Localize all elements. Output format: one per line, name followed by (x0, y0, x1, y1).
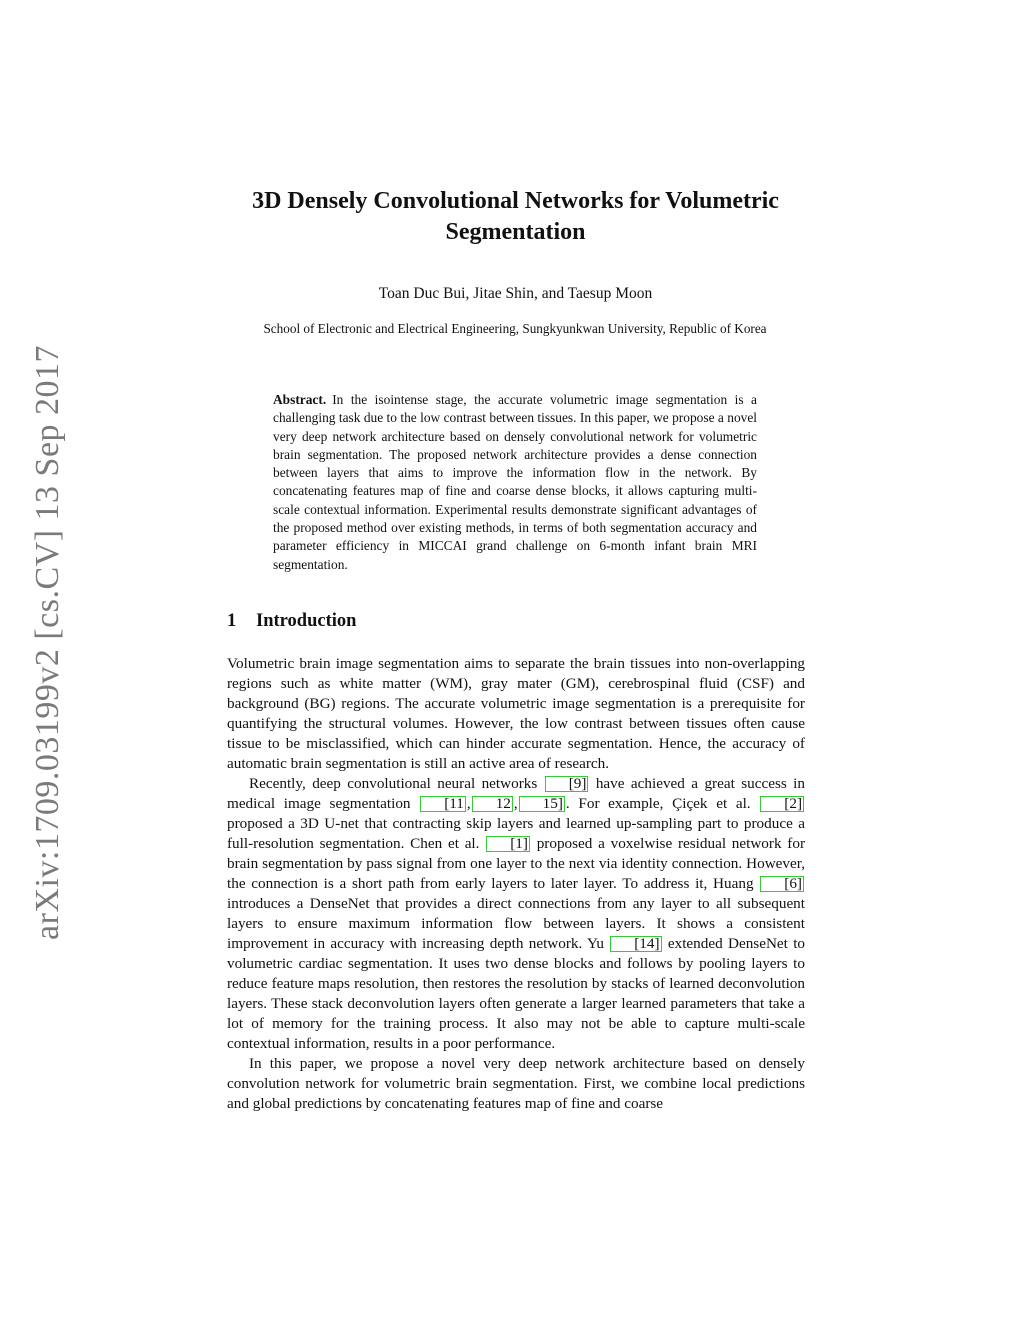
paragraph-2: Recently, deep convolutional neural networks [9] have achieved a great success in medical image segmentation [11 , 12 , 15] . For example, Çiçek et al. [2] proposed a 3D U-net that contracting skip layers and learned up-sampling part to produce a full-resolution segmentation. Chen et al. [1] proposed a voxelwise residual network for brain segmentation by pass signal from one layer to the next via identity connection. However, the connection is a short path from early layers to later layer. To address it, Huang [6] introduces a DenseNet that provides a direct connections from any layer to all subsequent layers to ensure maximum information flow between layers. It shows a consistent improvement in accuracy with increasing depth network. Yu [14] extended DenseNet to volumetric cardiac segmentation. It uses two dense blocks and follows by pooling layers to reduce feature maps resolution, then restores the resolution by stacks of learned deconvolution layers. These stack deconvolution layers often generate a larger learned parameters that take a lot of memory for the training process. It also may not be able to capture multi-scale contextual information, results in a poor performance. (227, 775, 806, 1052)
citation-15[interactable]: 15] (519, 796, 565, 812)
citation-14[interactable]: [14] (610, 936, 661, 952)
abstract (273, 391, 757, 574)
section-number: 1 (227, 611, 237, 631)
paper-title: 3D Densely Convolutional Networks for Volumetric Segmentation (252, 188, 779, 245)
section-heading-introduction (227, 609, 356, 633)
abstract-text: In the isointense stage, the accurate volumetric image segmentation is a challenging task due to the low contrast between tissues. In this paper, we propose a novel very deep network architecture based on densely convolutional network for volumetric brain segmentation. The proposed network architecture provides a dense connection between layers that aims to improve the information flow in the network. By concatenating features map of fine and coarse dense blocks, it allows capturing multi-scale contextual information. Experimental results demonstrate significant advantages of the proposed method over existing methods, in terms of both segmentation accuracy and parameter efficiency in MICCAI grand challenge on 6-month infant brain MRI segmentation. (273, 392, 757, 572)
paragraph-2-part-5: proposed a voxelwise residual network for brain segmentation by pass signal from one layer to the next via identity connection. However, the connection is a short path from early layers to later layer. To address it, Huang (227, 835, 806, 892)
paragraph-2-part-3: . For example, Çiçek et al. (565, 795, 751, 812)
citation-6[interactable]: [6] (760, 876, 804, 892)
arxiv-identifier: arXiv:1709.03199v2 [cs.CV] 13 Sep 2017 (29, 344, 66, 940)
paragraph-1: Volumetric brain image segmentation aims to separate the brain tissues into non-overlapping regions such as white matter (WM), gray mater (GM), cerebrospinal fluid (CSF) and background (BG) regions. The accurate volumetric image segmentation is a prerequisite for quantifying the structural volumes. However, the low contrast between tissues often cause tissue to be misclassified, which can hinder accurate segmentation. Hence, the accuracy of automatic brain segmentation is still an active area of research. (227, 655, 805, 772)
paragraph-2-part-7: extended DenseNet to volumetric cardiac segmentation. It uses two dense blocks and follows by pooling layers to reduce feature maps resolution, then restores the resolution by stacks of learned deconvolution layers. These stack deconvolution layers often generate a larger learned parameters that take a lot of memory for the training process. It also may not be able to capture multi-scale contextual information, results in a poor performance. (227, 935, 806, 1052)
citation-2[interactable]: [2] (760, 796, 804, 812)
paragraph-2-part-1: Recently, deep convolutional neural networks (249, 775, 538, 792)
paragraph-3: In this paper, we propose a novel very deep network architecture based on densely convolution network for volumetric brain segmentation. First, we combine local predictions and global predictions by concatenating features map of fine and coarse (227, 1055, 805, 1112)
citation-12[interactable]: 12 (472, 796, 513, 812)
paragraph-2-part-2: have achieved a great success in medical image segmentation (227, 775, 805, 812)
section-title: Introduction (256, 611, 357, 631)
paragraph-2-part-6: introduces a DenseNet that provides a direct connections from any layer to all subsequent layers to ensure maximum information flow between layers. It shows a consistent improvement in accuracy with increasing depth network. Yu (227, 895, 805, 952)
author-affiliation: School of Electronic and Electrical Engineering, Sungkyunkwan University, Republic of Korea (263, 321, 767, 336)
paper-authors: Toan Duc Bui, Jitae Shin, and Taesup Moon (378, 285, 653, 302)
paragraph-2-part-4: proposed a 3D U-net that contracting skip layers and learned up-sampling part to produce a full-resolution segmentation. Chen et al. (227, 815, 805, 852)
citation-9[interactable]: [9] (545, 776, 589, 792)
abstract-label: Abstract. (273, 392, 327, 407)
introduction-body (227, 654, 805, 1114)
citation-1[interactable]: [1] (486, 836, 530, 852)
citation-11[interactable]: [11 (420, 796, 466, 812)
